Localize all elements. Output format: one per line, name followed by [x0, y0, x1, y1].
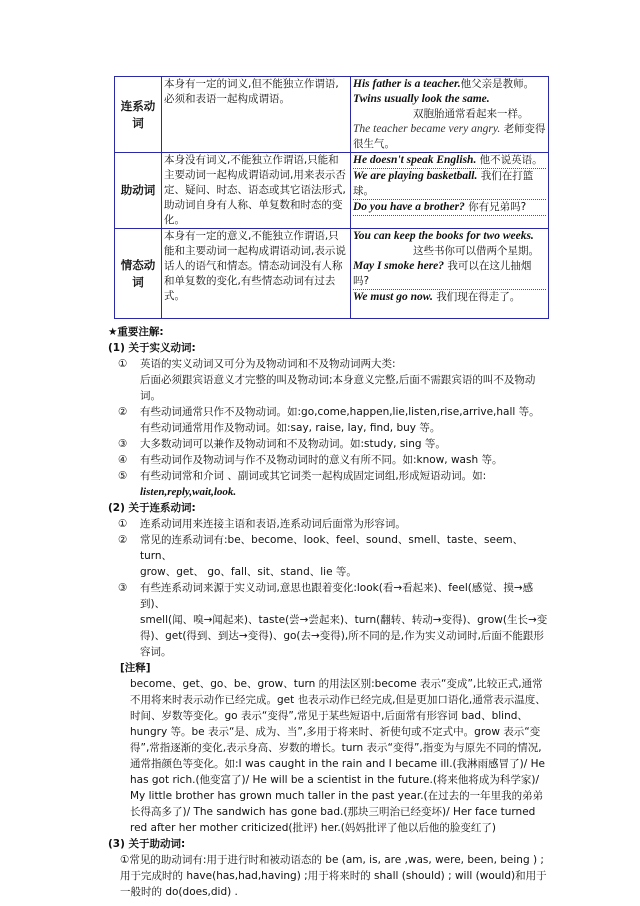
- example-zh: 我们现在得走了。: [436, 291, 521, 303]
- notes-title: ★重要注解:: [108, 326, 164, 338]
- table-row: [115, 77, 549, 153]
- list-item: [118, 452, 548, 468]
- item-number: ②: [118, 534, 128, 546]
- item-number: ⑤: [118, 470, 128, 482]
- list-item: [118, 436, 548, 452]
- verb-type-table: [114, 76, 549, 319]
- notes-section: [108, 324, 548, 900]
- list-item: [118, 516, 548, 532]
- term-cell: 连系动词: [115, 77, 162, 153]
- example-zh: 他父亲是教师。: [460, 78, 535, 90]
- note-text: become、get、go、be、grow、turn 的用法区别:become 表示“变成”,比较正式,通常不用将来时表示动作已经完成。get 也表示动作已经完成,但是更加口语化,通常表示温度、时间、岁数等变化。go 表示“变得”,常见于某些短语中,后面常有形容词 bad、blind、hungry 等。be 表示“是、成为、当”,多用于将来时、祈使句或不定式中。grow 表示“变得”,常指逐渐的变化,表示身高、岁数的增长。turn 表示“变得”,指变为与原先不同的情况,通常指颜色等变化。如:I was caught in the rain and I became ill.(我淋雨感冒了)/ He has got rich.(他变富了)/ He will be a scientist in the future.(将来他将成为科学家)/ My little brother has grown much taller in the past year.(在过去的一年里我的弟弟长得高多了)/ The sandwich has gone bad.(那块三明治已经变坏)/ Her face turned red after her mother criticized(批评) her.(妈妈批评了他以后他的脸变红了): [130, 678, 546, 834]
- example-zh: 双胞胎通常看起来一样。: [413, 108, 529, 120]
- list-item: [118, 532, 548, 564]
- term-cell: 情态动词: [115, 229, 162, 319]
- example-en: His father is a teacher.: [353, 78, 461, 90]
- item-text: 有些动词通常只作不及物动词。如:go,come,happen,lie,listen,rise,arrive,hall 等。: [140, 406, 540, 418]
- section-body: [108, 852, 548, 900]
- section-heading: (1) 关于实义动词:: [108, 342, 196, 354]
- example-zh: 他不说英语。: [479, 154, 543, 166]
- example-en: You can keep the books for two weeks.: [353, 230, 534, 242]
- item-text: 大多数动词可以兼作及物动词和不及物动词。如:study, sing 等。: [140, 438, 446, 450]
- definition-cell: 本身有一定的意义,不能独立作谓语,只能和主要动词一起构成谓语动词,表示说话人的语气和情态。情态动词没有人称和单复数的变化,有些情态动词有过去式。: [162, 229, 351, 319]
- item-continuation: smell(闻、嗅→闻起来)、taste(尝→尝起来)、turn(翻转、转动→变得)、grow(生长→变得)、get(得到、到达→变得)、go(去→变得),所不同的是,作为实义动词时,后面不能跟形容词。: [140, 614, 548, 658]
- list-item: [118, 468, 548, 484]
- item-number: ③: [118, 438, 128, 450]
- item-text: 有些动词作及物动词与作不及物动词时的意义有所不同。如:know, wash 等。: [140, 454, 503, 466]
- item-continuation: listen,reply,wait,look.: [140, 486, 237, 498]
- item-continuation: grow、get、 go、fall、sit、stand、lie 等。: [140, 566, 357, 578]
- example-en: We are playing basketball.: [353, 170, 478, 182]
- item-text: 常见的连系动词有:be、become、look、feel、sound、smell、taste、seem、turn、: [140, 534, 524, 562]
- item-continuation: 后面必须跟宾语意义才完整的叫及物动词;本身意义完整,后面不需跟宾语的叫不及物动词。: [140, 374, 536, 402]
- example-zh: 这些书你可以借两个星期。: [413, 245, 539, 257]
- list-item: ①常见的助动词有:用于进行时和被动语态的 be (am, is, are ,was, were, been, being ) ;用于完成时的 have(has,had,having) ;用于将来时的 shall (should) ; will (would)和用于一般时的 do(does,did) .: [120, 854, 547, 898]
- example-zh: 老师变得很生气。: [353, 123, 546, 150]
- example-zh: 我们在打篮球。: [353, 170, 534, 197]
- example-cell: [351, 229, 549, 319]
- item-continuation: 有些动词通常用作及物动词。如:say, raise, lay, find, buy 等。: [140, 422, 441, 434]
- section-heading: (3) 关于助动词:: [108, 838, 186, 850]
- item-text: 连系动词用来连接主语和表语,连系动词后面常为形容词。: [140, 518, 406, 530]
- item-text: 英语的实义动词又可分为及物动词和不及物动词两大类:: [140, 358, 396, 370]
- item-number: ①: [118, 358, 128, 370]
- item-text: 有些动词常和介词 、副词或其它词类一起构成固定词组,形成短语动词。如:: [140, 470, 487, 482]
- definition-cell: 本身有一定的词义,但不能独立作谓语,必须和表语一起构成谓语。: [162, 77, 351, 153]
- list-item: [118, 356, 548, 372]
- list-item: [118, 580, 548, 612]
- section-body: [108, 516, 548, 836]
- example-en: The teacher became very angry.: [353, 123, 501, 135]
- list-item: [118, 404, 548, 420]
- example-cell: [351, 77, 549, 153]
- example-zh: 你有兄弟吗?: [468, 201, 527, 213]
- note-label: [注释]: [120, 662, 151, 674]
- example-en: He doesn't speak English.: [353, 154, 477, 166]
- example-zh: 我可以在这儿抽烟吗?: [353, 260, 532, 287]
- item-number: ③: [118, 582, 128, 594]
- term-cell: 助动词: [115, 153, 162, 229]
- definition-cell: 本身没有词义,不能独立作谓语,只能和主要动词一起构成谓语动词,用来表示否定、疑问、时态、语态或其它语法形式,助动词自身有人称、单复数和时态的变化。: [162, 153, 351, 229]
- item-number: ②: [118, 406, 128, 418]
- item-number: ①: [118, 518, 128, 530]
- example-en: May I smoke here?: [353, 260, 445, 272]
- section-heading: (2) 关于连系动词:: [108, 502, 196, 514]
- item-text: 有些连系动词来源于实义动词,意思也跟着变化:look(看→看起来)、feel(感觉、摸→感到)、: [140, 582, 534, 610]
- example-cell: [351, 153, 549, 229]
- item-number: ④: [118, 454, 128, 466]
- example-en: Twins usually look the same.: [353, 93, 490, 105]
- table-row: [115, 153, 549, 229]
- example-en: Do you have a brother?: [353, 201, 465, 213]
- example-en: We must go now.: [353, 291, 433, 303]
- section-body: [108, 356, 548, 500]
- table-row: [115, 229, 549, 319]
